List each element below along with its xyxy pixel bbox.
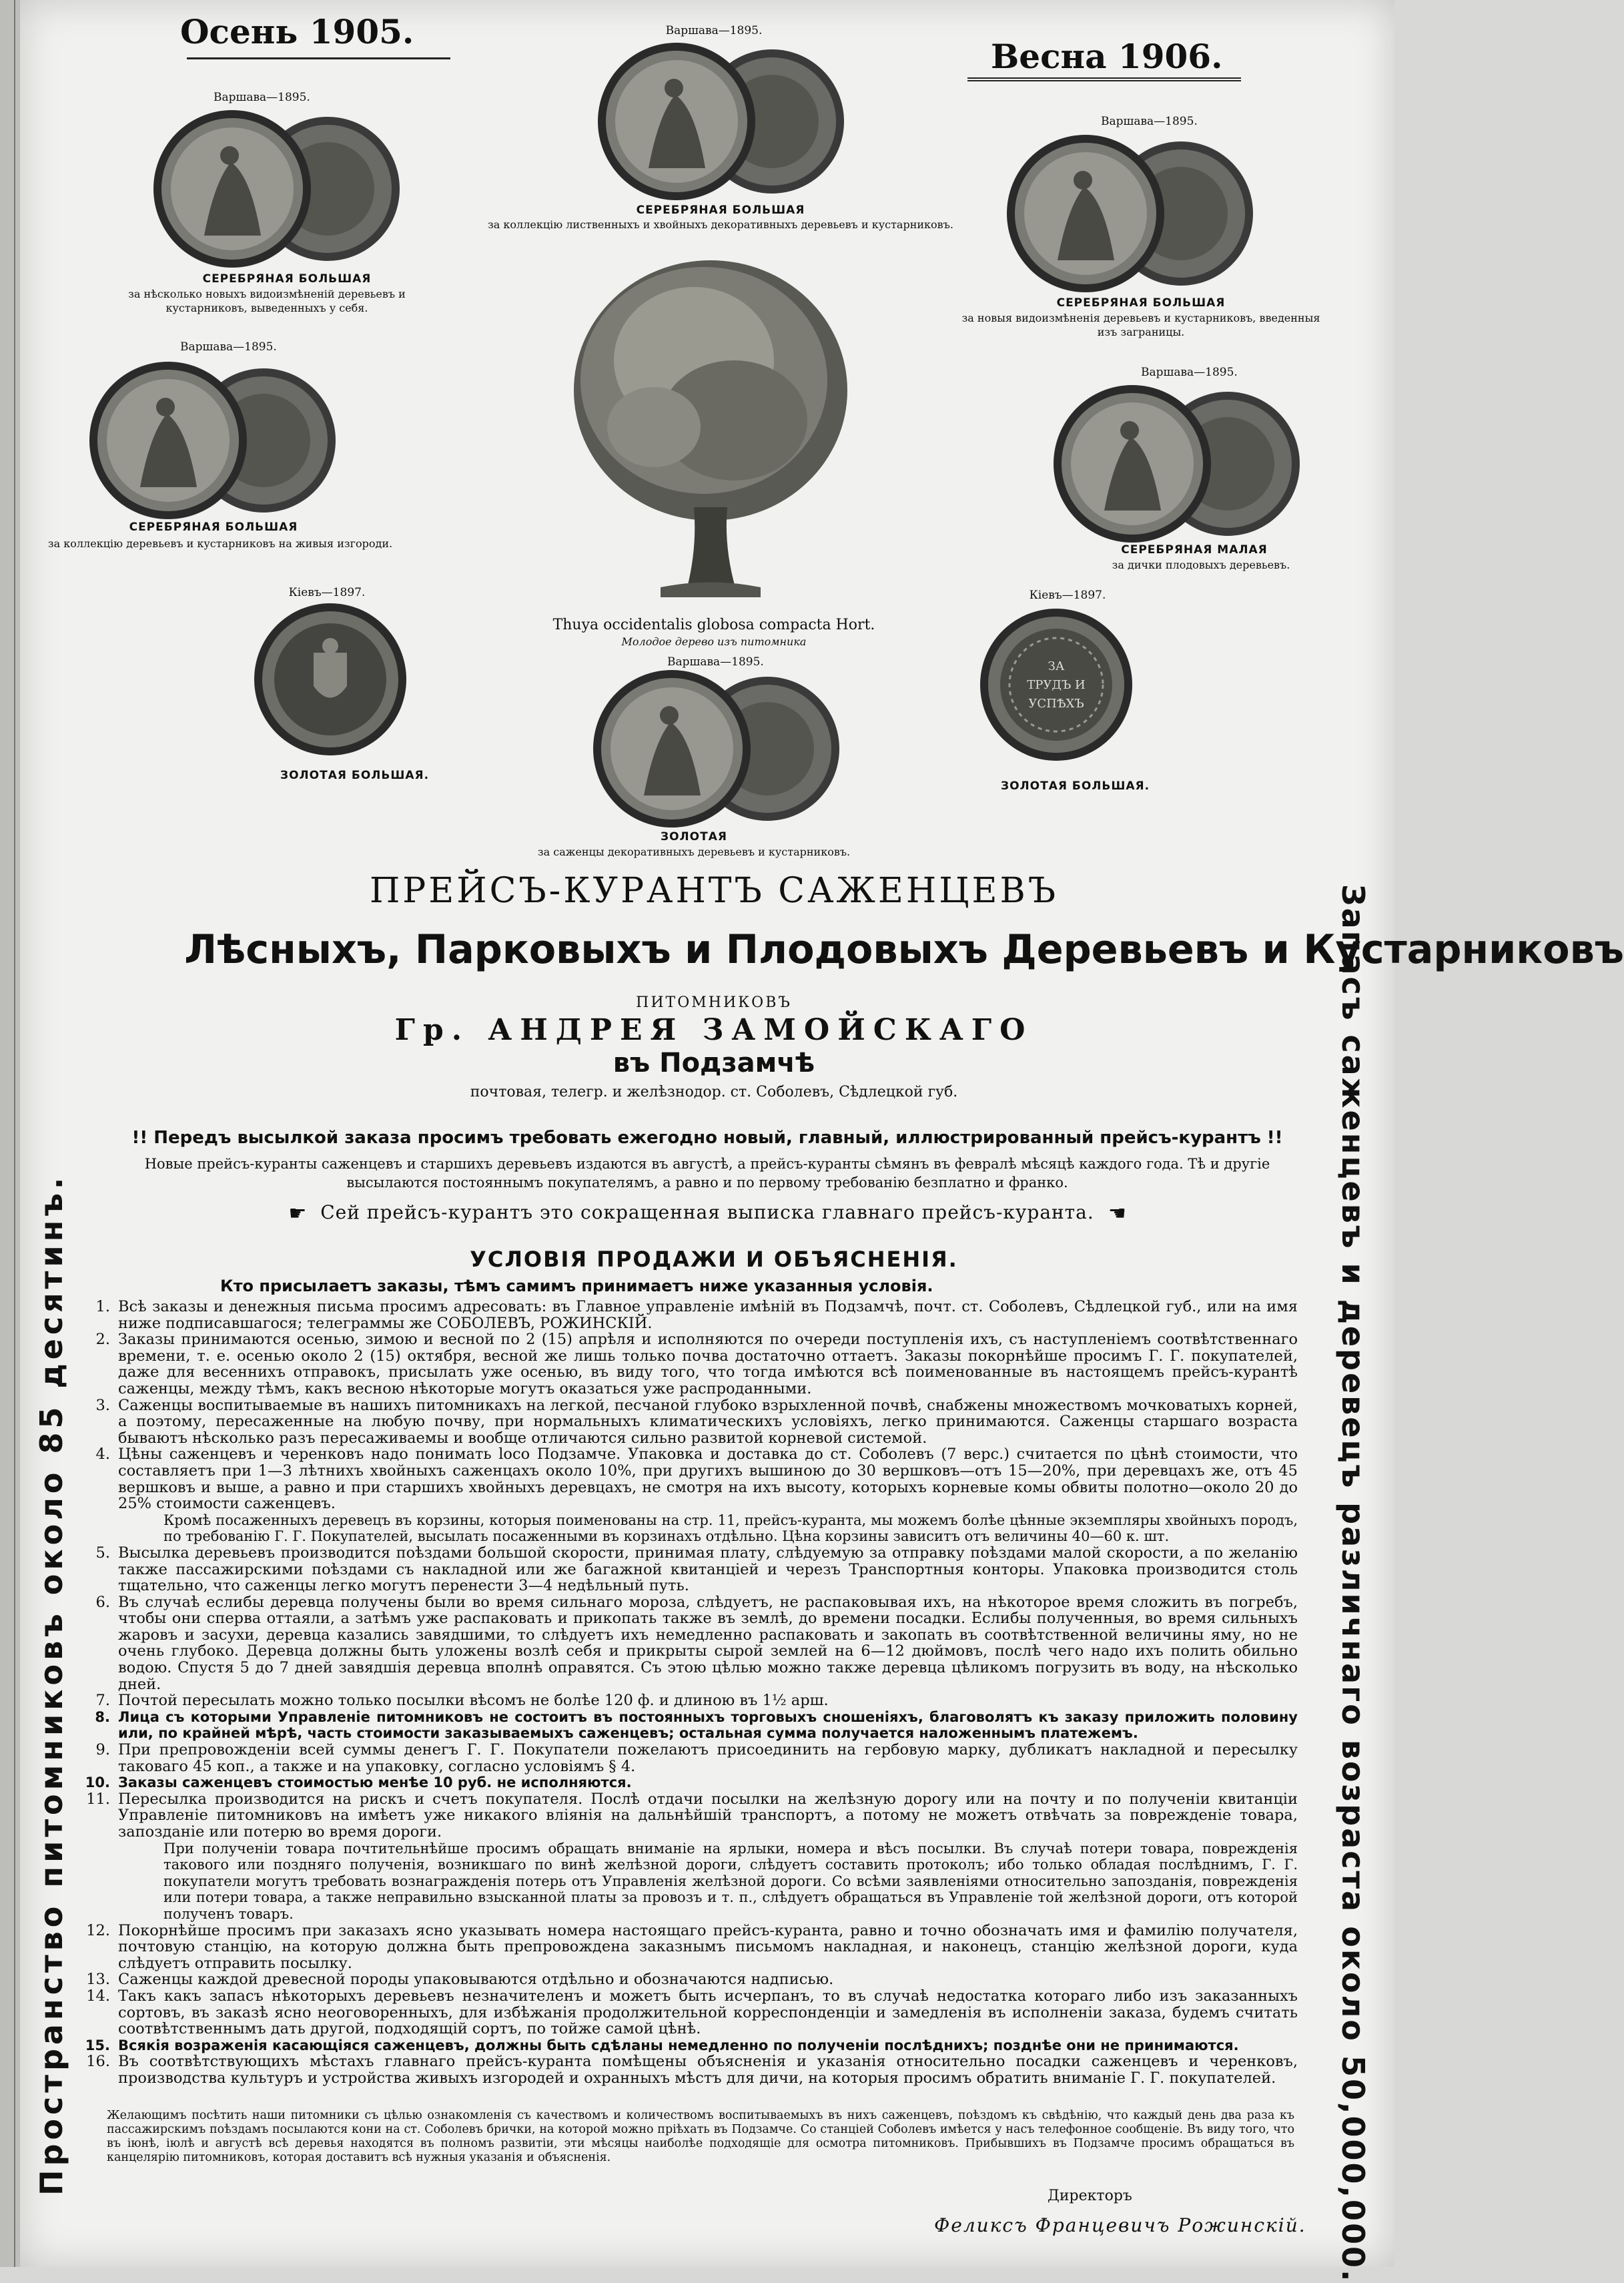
tree-subcaption: Молодое дерево изъ питомника bbox=[621, 635, 807, 648]
medal-title: СЕРЕБРЯНАЯ БОЛЬШАЯ bbox=[1056, 296, 1226, 310]
medal-description: за новыя видоизмѣненія деревьевъ и кустарниковъ, введенныя изъ заграницы. bbox=[961, 312, 1320, 338]
condition-note bbox=[77, 1841, 1298, 1923]
notice-new-lists: Новые прейсъ-куранты саженцевъ и старшихъ деревьевъ издаются въ августѣ, а прейсъ-куранты сѣмянъ въ февралѣ мѣсяцѣ каждого года. Тѣ и другіе высылаются постояннымъ покупателямъ, а равно и по первому требованію безплатно и франко. bbox=[144, 1156, 1270, 1191]
medal-title: ЗОЛОТАЯ БОЛЬШАЯ. bbox=[280, 769, 430, 782]
condition-item bbox=[77, 1988, 1298, 2037]
condition-text: Лица съ которыми Управленіе питомниковъ не состоитъ въ постоянныхъ торговыхъ сношеніяхъ, благоволятъ къ заказу приложить половину или, по крайней мѣрѣ, часть стоимости заказываемыхъ саженцевъ; остальная сумма получается наложеннымъ платежемъ. bbox=[118, 1708, 1298, 1742]
condition-item bbox=[77, 1545, 1298, 1594]
medal-image bbox=[590, 669, 844, 829]
medal-description: за коллекцію лиственныхъ и хвойныхъ декоративныхъ деревьевъ и кустарниковъ. bbox=[488, 218, 953, 231]
medal-title: СЕРЕБРЯНАЯ МАЛАЯ bbox=[1121, 543, 1268, 557]
tree-caption: Thuya occidentalis globosa compacta Hort. bbox=[552, 617, 875, 633]
medal-year: Кіевъ—1897. bbox=[1029, 589, 1106, 602]
pointing-hand-icon: ☛ bbox=[1107, 1202, 1126, 1225]
medal-year: Варшава—1895. bbox=[214, 91, 310, 104]
medal-image bbox=[151, 109, 404, 269]
condition-item bbox=[77, 1594, 1298, 1693]
nurseries-label: ПИТОМНИКОВЪ bbox=[636, 994, 792, 1011]
medal-image bbox=[250, 599, 410, 759]
condition-item bbox=[77, 1774, 1298, 1791]
medal-year: Варшава—1895. bbox=[1101, 115, 1198, 128]
price-list-heading: ПРЕЙСЪ-КУРАНТЪ САЖЕНЦЕВЪ bbox=[369, 871, 1059, 911]
medal-title: ЗОЛОТАЯ БОЛЬШАЯ. bbox=[1001, 779, 1150, 793]
condition-number: 4. bbox=[95, 1445, 110, 1463]
condition-number: 7. bbox=[95, 1692, 110, 1710]
condition-text: Высылка деревьевъ производится поѣздами большой скорости, принимая плату, слѣдуемую за отправку поѣздами малой скорости, а по желанію также пассажирскими поѣздами съ накладной или же багажной квитанціей и черезъ Транспортныя конторы. Упаковка производится столь тщательно, что саженцы легко могутъ перенести 3—4 недѣльный путь. bbox=[118, 1544, 1298, 1595]
condition-number: 10. bbox=[85, 1774, 110, 1791]
medal-image bbox=[1051, 384, 1304, 544]
season-rule-left bbox=[187, 57, 450, 59]
director-label: Директоръ bbox=[1048, 2188, 1132, 2204]
director-signature: Феликсъ Францевичъ Рожинскій. bbox=[934, 2214, 1306, 2236]
condition-item bbox=[77, 2037, 1298, 2054]
condition-number: 6. bbox=[95, 1593, 110, 1611]
condition-text: Пересылка производится на рискъ и счетъ покупателя. Послѣ отдачи посылки на желѣзную дорогу или на почту и по полученіи квитанціи Управленіе питомниковъ на имѣетъ уже никакого вліянія на дальнѣйшій транспортъ, а потому не можетъ отвѣчать за поврежденіе товара, запозданіе или потерю во время дороги. bbox=[118, 1790, 1298, 1841]
condition-item bbox=[77, 1446, 1298, 1512]
medal-description: за дички плодовыхъ деревьевъ. bbox=[1112, 559, 1290, 571]
owner-name: Гр. АНДРЕЯ ЗАМОЙСКАГО bbox=[394, 1013, 1034, 1047]
footer-visit-note: Желающимъ посѣтить наши питомники съ цѣлью ознакомленія съ качествомъ и количествомъ воспитываемыхъ въ нихъ саженцевъ, поѣздомъ къ свѣдѣнію, что каждый день два раза къ пассажирскимъ поѣздамъ посылаются кони на ст. Соболевъ брички, на которой можно пріѣхать въ Подзамче. Со станціей Соболевъ имѣется у насъ телефонное сообщеніе. Въ виду того, что въ іюнѣ, іюлѣ и августѣ всѣ деревья находятся въ полномъ развитіи, эти мѣсяцы наиболѣе подходящіе для осмотра питомниковъ. Прибывшихъ въ Подзамче просимъ обращаться въ канцелярію питомниковъ, которая доставитъ всѣ нужныя указанія и объясненія. bbox=[107, 2109, 1294, 2164]
medal-title: СЕРЕБРЯНАЯ БОЛЬШАЯ bbox=[202, 272, 372, 286]
condition-text: При препровожденіи всей суммы денегъ Г. Г. Покупатели пожелаютъ присоединить на гербовую марку, дубликатъ накладной и пересылку таковаго 45 коп., а также и на упаковку, согласно условіямъ § 4. bbox=[118, 1741, 1298, 1775]
condition-item bbox=[77, 1742, 1298, 1774]
condition-number: 5. bbox=[95, 1544, 110, 1562]
condition-item bbox=[77, 1709, 1298, 1742]
medal-description: за нѣсколько новыхъ видоизмѣненій деревьевъ и кустарниковъ, выведенныхъ у себя. bbox=[128, 288, 406, 314]
condition-number: 13. bbox=[86, 1971, 110, 1989]
condition-number: 16. bbox=[86, 2053, 110, 2071]
condition-number: 12. bbox=[86, 1921, 110, 1939]
season-autumn: Осень 1905. bbox=[180, 12, 414, 51]
conditions-list bbox=[77, 1299, 1298, 2087]
condition-number: 14. bbox=[86, 1987, 110, 2005]
condition-text: Саженцы каждой древесной породы упаковываются отдѣльно и обозначаются надписью. bbox=[118, 1971, 834, 1989]
condition-text: Такъ какъ запасъ нѣкоторыхъ деревьевъ незначителенъ и можетъ быть исчерпанъ, то въ случаѣ недостатка котораго либо изъ заказанныхъ сортовъ, въ заказѣ ясно неоговоренныхъ, для избѣжанія продолжительной корреспонденціи и замедленія въ исполненіи заказа, будемъ считать соотвѣтственнымъ дать другой, подходящій сортъ, по тойже самой цѣнѣ. bbox=[118, 1987, 1298, 2038]
medal-year: Варшава—1895. bbox=[665, 24, 763, 37]
condition-item bbox=[77, 2053, 1298, 2086]
medal-title: СЕРЕБРЯНАЯ БОЛЬШАЯ bbox=[636, 204, 805, 217]
condition-number: 15. bbox=[85, 2037, 110, 2053]
medal-title: ЗОЛОТАЯ bbox=[661, 830, 727, 844]
condition-text: Почтой пересылать можно только посылки вѣсомъ не болѣе 120 ф. и длиною въ 1½ арш. bbox=[118, 1692, 829, 1710]
condition-number: 1. bbox=[95, 1298, 110, 1315]
medal-inscription-line: ЗА bbox=[1048, 659, 1065, 673]
condition-text: Въ случаѣ еслибы деревца получены были во время сильнаго мороза, слѣдуетъ, не распаковывая ихъ, на нѣкоторое время сложить въ погребъ, чтобы они сперва оттаяли, а затѣмъ уже распаковать и прикопать также въ землѣ, до времени посадки. Еслибы полученныя, во время сильныхъ жаровъ и засухи, деревца казались завядшими, то слѣдуетъ ихъ немедленно распаковать и закопать въ соотвѣтственной величины яму, но не очень глубоко. Деревца должны быть уложены возлѣ себя и прикрыты сырой землей на 6—12 дюймовъ, послѣ чего надо ихъ полить обильно водою. Спустя 5 до 7 дней завядшія деревца вполнѣ оправятся. Съ этою цѣлью можно также деревца цѣликомъ погрузить въ воду, на нѣсколько дней. bbox=[118, 1593, 1298, 1693]
page-binding-edge bbox=[0, 0, 20, 2267]
condition-item bbox=[77, 1923, 1298, 1972]
condition-number: 11. bbox=[86, 1790, 110, 1808]
catalog-page bbox=[20, 0, 1624, 2283]
condition-text: Саженцы воспитываемые въ нашихъ питомникахъ на легкой, песчаной глубоко взрыхленной почвѣ, снабжены множествомъ мочковатыхъ корней, а поэтому, пересаженные на любую почву, при нормальныхъ климатическихъ условіяхъ, легко принимаются. Саженцы старшаго возраста бываютъ нѣсколько разъ пересаживаемы и вообще отличаются сильно развитой корневой системой. bbox=[118, 1396, 1298, 1447]
medal-title: СЕРЕБРЯНАЯ БОЛЬШАЯ bbox=[129, 521, 298, 534]
medal-description: за саженцы декоративныхъ деревьевъ и кустарниковъ. bbox=[537, 846, 851, 858]
condition-number: 8. bbox=[95, 1708, 110, 1725]
tree-illustration bbox=[560, 254, 861, 617]
condition-text: Заказы принимаются осенью, зимою и весной по 2 (15) апрѣля и исполняются по очереди поступленія ихъ, съ наступленіемъ соотвѣтственнаго времени, т. е. осенью около 2 (15) октября, весной же лишь только почва достаточно оттаетъ. Заказы покорнѣйше просимъ Г. Г. покупателей, даже для весеннихъ отправокъ, присылать уже осенью, въ виду того, что тогда имѣются всѣ поименованные въ настоящемъ прейсъ-курантѣ саженцы, между тѣмъ, какъ весною нѣкоторые могутъ оказаться уже распроданными. bbox=[118, 1331, 1298, 1397]
place-name: въ Подзамчѣ bbox=[613, 1048, 815, 1078]
condition-number: 3. bbox=[95, 1396, 110, 1414]
notice-request: !! Передъ высылкой заказа просимъ требовать ежегодно новый, главный, иллюстрированный прейсъ-курантъ !! bbox=[131, 1128, 1283, 1148]
notice-abridged-text: Сей прейсъ-курантъ это сокращенная выписка главнаго прейсъ-куранта. bbox=[320, 1201, 1094, 1223]
season-rule-right bbox=[967, 77, 1241, 81]
medal-year: Варшава—1895. bbox=[180, 340, 277, 354]
side-text-right: Запасъ саженцевъ и деревецъ различнаго возраста около 50,000,000. bbox=[1335, 884, 1371, 2283]
medal-inscription-line: УСПѢХЪ bbox=[1028, 697, 1084, 711]
condition-text: Всякія возраженія касающіяся саженцевъ, должны быть сдѣланы немедленно по полученіи послѣднихъ; позднѣе они не принимаются. bbox=[118, 2037, 1239, 2053]
medal-year: Варшава—1895. bbox=[667, 655, 764, 669]
notice-abridged bbox=[100, 1201, 1314, 1225]
condition-text: Въ соотвѣтствующихъ мѣстахъ главнаго прейсъ-куранта помѣщены объясненія и указанія относительно посадки саженцевъ и черенковъ, производства культуръ и устройства живыхъ изгородей и охранныхъ мѣстъ для дичи, на которыя просимъ обратить вниманіе Г. Г. покупателей. bbox=[118, 2053, 1298, 2087]
side-text-left: Пространство питомниковъ около 85 десятинъ. bbox=[33, 1173, 69, 2196]
pointing-hand-icon: ☛ bbox=[288, 1202, 308, 1225]
season-spring: Весна 1906. bbox=[991, 37, 1223, 76]
medal-inscription-line: ТРУДЪ И bbox=[1027, 678, 1086, 692]
condition-item bbox=[77, 1397, 1298, 1447]
condition-text: Кромѣ посаженныхъ деревецъ въ корзины, которыя поименованы на стр. 11, прейсъ-куранта, мы можемъ болѣе цѣнные экземпляры хвойныхъ породъ, по требованію Г. Г. Покупателей, высылать посаженными въ корзинахъ отдѣльно. Цѣна корзины зависитъ отъ величины 40—60 к. шт. bbox=[163, 1512, 1298, 1545]
condition-number: 9. bbox=[95, 1741, 110, 1759]
medal-image bbox=[1004, 133, 1258, 294]
condition-note bbox=[77, 1512, 1298, 1545]
condition-text: При полученіи товара почтительнѣйше просимъ обращать вниманіе на ярлыки, номера и вѣсъ посылки. Въ случаѣ потери товара, поврежденія такового или поздняго полученія, возникшаго по винѣ желѣзной дороги, слѣдуетъ составить протоколъ; ибо только обладая послѣднимъ, Г. Г. покупатели могутъ требовать вознагражденія потерь отъ Управленія желѣзной дороги. Со всѣми заявленіями относительно запозданія, поврежденія или потери товара, а также неправильно взысканной платы за провозъ и т. п., слѣдуетъ обращаться въ Управленіе той желѣзной дороги, отъ которой полученъ товаръ. bbox=[163, 1840, 1298, 1922]
condition-text: Всѣ заказы и денежныя письма просимъ адресовать: въ Главное управленіе имѣній въ Подзамчѣ, почт. ст. Соболевъ, Сѣдлецкой губ., или на имя ниже подписавшагося; телеграммы же СОБОЛЕВЪ, РОЖИНСКІЙ. bbox=[118, 1298, 1298, 1332]
condition-item bbox=[77, 1331, 1298, 1397]
medal-year: Варшава—1895. bbox=[1141, 366, 1238, 379]
condition-text: Цѣны саженцевъ и черенковъ надо понимать loco Подзамче. Упаковка и доставка до ст. Соболевъ (7 верс.) считается по цѣнѣ стоимости, что составляетъ при 1—3 лѣтнихъ хвойныхъ саженцахъ около 10%, при другихъ вышиною до 30 вершковъ—отъ 15—20%, при деревцахъ же, отъ 45 вершковъ и выше, а равно и при старшихъ хвойныхъ деревцахъ, не смотря на ихъ высоту, которыхъ корневые комы обвиты полотно—около 20 до 25% стоимости саженцевъ. bbox=[118, 1445, 1298, 1513]
condition-text: Покорнѣйше просимъ при заказахъ ясно указывать номера настоящаго прейсъ-куранта, равно и точно обозначать имя и фамилію получателя, почтовую станцію, на которую должна быть препровождена заказнымъ письмомъ накладная, и наконецъ, станцію желѣзной дороги, куда слѣдуетъ отправить посылку. bbox=[118, 1921, 1298, 1972]
address-line: почтовая, телегр. и желѣзнодор. ст. Соболевъ, Сѣдлецкой губ. bbox=[470, 1084, 958, 1100]
condition-item bbox=[77, 1299, 1298, 1331]
conditions-intro: Кто присылаетъ заказы, тѣмъ самимъ принимаетъ ниже указанныя условія. bbox=[220, 1277, 933, 1295]
condition-item bbox=[77, 1791, 1298, 1841]
medal-year: Кіевъ—1897. bbox=[288, 586, 366, 599]
medal-description: за коллекцію деревьевъ и кустарниковъ на живыя изгороди. bbox=[47, 537, 393, 550]
conditions-title: УСЛОВІЯ ПРОДАЖИ И ОБЪЯСНЕНІЯ. bbox=[470, 1247, 958, 1272]
medal-image bbox=[87, 360, 340, 521]
medal-image bbox=[595, 41, 849, 202]
condition-text: Заказы саженцевъ стоимостью менѣе 10 руб. не исполняются. bbox=[118, 1774, 632, 1791]
condition-item bbox=[77, 1971, 1298, 1988]
main-title: Лѣсныхъ, Парковыхъ и Плодовыхъ Деревьевъ и Кустарниковъ bbox=[184, 926, 1624, 973]
condition-item bbox=[77, 1692, 1298, 1709]
condition-number: 2. bbox=[95, 1331, 110, 1349]
medal-image bbox=[976, 605, 1136, 765]
